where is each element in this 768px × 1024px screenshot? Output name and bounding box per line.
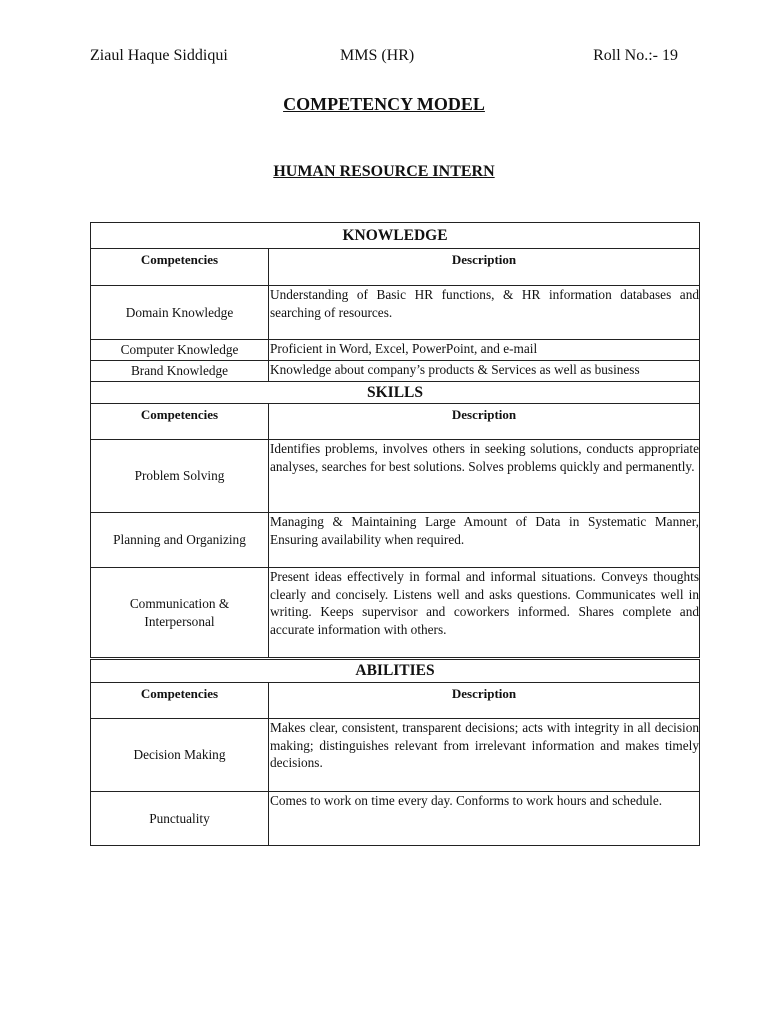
section-title-knowledge: KNOWLEDGE <box>91 223 700 249</box>
description-cell: Present ideas effectively in formal and informal situations. Conveys thoughts clearly and concisely. Listens well and asks questions. Communicates well in writing. Keeps supervisor and coworkers informed. Shares complete and accurate information with others. <box>269 568 700 658</box>
competency-cell: Computer Knowledge <box>91 340 269 361</box>
table-row <box>91 568 700 658</box>
description-cell: Comes to work on time every day. Conforms to work hours and schedule. <box>269 792 700 846</box>
roll-number: Roll No.:- 19 <box>593 47 678 64</box>
description-cell: Proficient in Word, Excel, PowerPoint, and e-mail <box>269 340 700 361</box>
description-cell: Understanding of Basic HR functions, & HR information databases and searching of resources. <box>269 286 700 340</box>
column-header-competencies: Competencies <box>91 249 269 286</box>
competency-table-abilities <box>90 659 699 846</box>
table-row <box>91 440 700 513</box>
section-title-abilities: ABILITIES <box>91 660 700 683</box>
table-row <box>91 361 700 382</box>
document-title: COMPETENCY MODEL <box>283 94 485 114</box>
document-subtitle: HUMAN RESOURCE INTERN <box>273 163 495 180</box>
competency-cell: Domain Knowledge <box>91 286 269 340</box>
competency-cell: Problem Solving <box>91 440 269 513</box>
column-header-row <box>91 249 700 286</box>
competency-cell: Decision Making <box>91 719 269 792</box>
column-header-row <box>91 683 700 719</box>
competency-cell: Communication & Interpersonal <box>91 568 269 658</box>
competency-table-knowledge-skills <box>90 222 699 658</box>
column-header-competencies: Competencies <box>91 404 269 440</box>
table-row <box>91 513 700 568</box>
competency-cell: Punctuality <box>91 792 269 846</box>
description-cell: Identifies problems, involves others in seeking solutions, conducts appropriate analyses, searches for best solutions. Solves problems quickly and permanently. <box>269 440 700 513</box>
competency-cell: Planning and Organizing <box>91 513 269 568</box>
course-name: MMS (HR) <box>340 47 415 64</box>
table-row <box>91 286 700 340</box>
description-cell: Makes clear, consistent, transparent decisions; acts with integrity in all decision making; distinguishes relevant from irrelevant information and makes timely decisions. <box>269 719 700 792</box>
table-row <box>91 719 700 792</box>
description-cell: Knowledge about company’s products & Services as well as business <box>269 361 700 382</box>
table-row <box>91 792 700 846</box>
column-header-row <box>91 404 700 440</box>
column-header-description: Description <box>269 683 700 719</box>
column-header-description: Description <box>269 404 700 440</box>
table-row <box>91 340 700 361</box>
competency-cell: Brand Knowledge <box>91 361 269 382</box>
column-header-competencies: Competencies <box>91 683 269 719</box>
section-title-skills: SKILLS <box>91 382 700 404</box>
author-name: Ziaul Haque Siddiqui <box>90 47 228 64</box>
description-cell: Managing & Maintaining Large Amount of Data in Systematic Manner, Ensuring availability when required. <box>269 513 700 568</box>
column-header-description: Description <box>269 249 700 286</box>
